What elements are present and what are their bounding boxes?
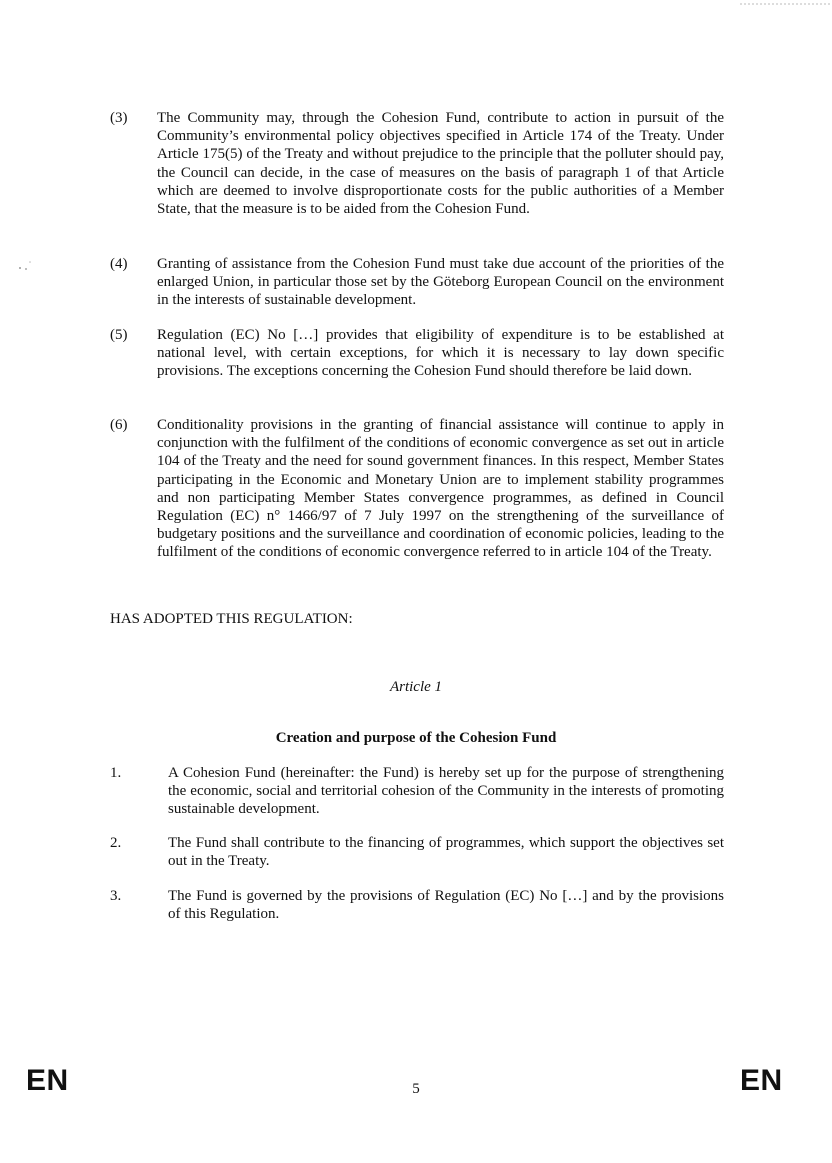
recital-text: Conditionality provisions in the granting of financial assistance will continue to apply in conjunction with the fulfilment of the conditions of economic convergence as set out in article 104 of the Treaty and the need for sound government finances. In this respect, Member States participating in the Economic and Monetary Union are to implement stability programmes and non participating Member States convergence programmes, as defined in Council Regulation (EC) n° 1466/97 of 7 July 1997 on the strengthening of the surveillance of budgetary positions and the surveillance and coordination of economic policies, leading to the fulfilment of the conditions of economic convergence referred to in article 104 of the Treaty. [157,417,724,561]
paragraph-text: The Fund is governed by the provisions of Regulation (EC) No […] and by the provisions of this Regulation. [168,888,724,923]
article-paragraph-2 [110,834,724,870]
paragraph-number: 3. [110,888,122,904]
recital-number: (5) [110,327,128,343]
scan-speck [14,258,34,272]
article-paragraph-1 [110,764,724,819]
recital-text: Granting of assistance from the Cohesion Fund must take due account of the priorities of the enlarged Union, in particular those set by the Göteborg European Council on the environment in the interests of sustainable development. [157,256,724,309]
footer-language-right: EN [740,1064,783,1097]
recital-3 [110,109,724,218]
article-title: Creation and purpose of the Cohesion Fund [275,730,557,746]
adoption-statement: HAS ADOPTED THIS REGULATION: [110,611,353,627]
paragraph-number: 2. [110,835,122,851]
recital-text: Regulation (EC) No […] provides that eligibility of expenditure is to be established at national level, with certain exceptions, for which it is necessary to lay down specific provisions. The exceptions concerning the Cohesion Fund should therefore be laid down. [157,327,724,380]
recital-number: (4) [110,256,128,272]
recital-5 [110,326,724,381]
recital-6 [110,416,724,562]
paragraph-text: The Fund shall contribute to the financing of programmes, which support the objectives set out in the Treaty. [168,835,724,870]
paragraph-text: A Cohesion Fund (hereinafter: the Fund) is hereby set up for the purpose of strengthening the economic, social and territorial cohesion of the Community in the interests of promoting sustainable development. [168,765,724,818]
article-paragraph-3 [110,887,724,923]
page-number: 5 [412,1081,420,1097]
scan-edge-mark [740,0,832,8]
footer-language-left: EN [26,1064,69,1097]
recital-number: (3) [110,110,128,126]
recital-number: (6) [110,417,128,433]
recital-4 [110,255,724,310]
article-number: Article 1 [389,679,443,695]
recital-text: The Community may, through the Cohesion Fund, contribute to action in pursuit of the Community’s environmental policy objectives specified in Article 174 of the Treaty. Under Article 175(5) of the Treaty and without prejudice to the principle that the polluter should pay, the Council can decide, in the case of measures on the basis of paragraph 1 of that Article which are deemed to involve disproportionate costs for the public authorities of a Member State, that the measure is to be aided from the Cohesion Fund. [157,110,724,218]
paragraph-number: 1. [110,765,122,781]
